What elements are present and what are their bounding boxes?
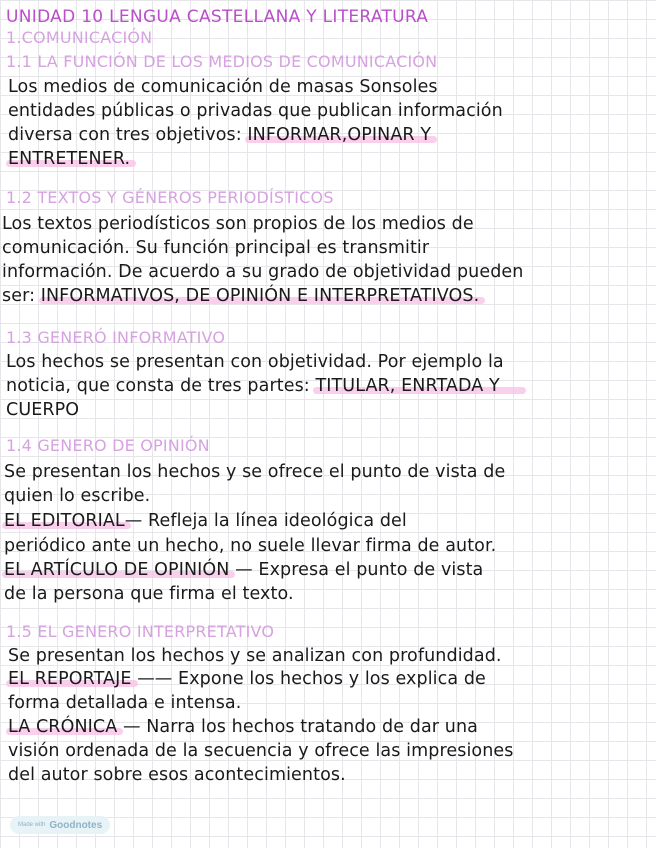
text-line: Los textos periodísticos son propios de los medios de xyxy=(2,214,474,234)
text-line: forma detallada e intensa. xyxy=(8,693,242,713)
text-line: quien lo escribe. xyxy=(4,486,151,506)
highlight-articulo: EL ARTÍCULO DE OPINIÓN xyxy=(4,560,230,580)
highlight-partes: TITULAR, ENRTADA Y xyxy=(315,376,500,396)
text-line: noticia, que consta de tres partes: TITULAR, ENRTADA Y xyxy=(6,376,500,396)
goodnotes-badge[interactable] xyxy=(10,816,110,834)
text-line: Se presentan los hechos y se ofrece el punto de vista de xyxy=(4,462,506,482)
text-line xyxy=(8,151,130,169)
text-line: EL EDITORIAL— Refleja la línea ideológica del xyxy=(4,511,407,531)
heading-funcion-medios: 1.1 LA FUNCIÓN DE LOS MEDIOS DE COMUNICACIÓN xyxy=(6,52,438,71)
highlight-reportaje: EL REPORTAJE xyxy=(8,669,132,689)
text-line: de la persona que firma el texto. xyxy=(4,584,294,604)
highlight-objetivos: INFORMAR,OPINAR Y xyxy=(247,125,432,145)
text-line: EL ARTÍCULO DE OPINIÓN — Expresa el punto de vista xyxy=(4,560,484,580)
heading-genero-opinion: 1.4 GENERO DE OPINIÓN xyxy=(6,436,210,455)
text-line: EL REPORTAJE —— Expone los hechos y los explica de xyxy=(8,669,486,689)
text-line: LA CRÓNICA — Narra los hechos tratando de dar una xyxy=(8,717,478,737)
highlight-generos: INFORMATIVOS, DE OPINIÓN E INTERPRETATIVOS. xyxy=(40,286,480,306)
heading-genero-informativo: 1.3 GENERÓ INFORMATIVO xyxy=(6,328,226,347)
text-line: diversa con tres objetivos: INFORMAR,OPINAR Y xyxy=(8,125,432,145)
text-line: entidades públicas o privadas que publican información xyxy=(8,101,503,121)
heading-genero-interpretativo: 1.5 EL GENERO INTERPRETATIVO xyxy=(6,622,275,641)
text-line: Los hechos se presentan con objetividad. Por ejemplo la xyxy=(6,352,504,372)
text-line: periódico ante un hecho, no suele llevar firma de autor. xyxy=(4,536,497,556)
text-line: comunicación. Su función principal es transmitir xyxy=(2,238,430,258)
heading-textos-generos: 1.2 TEXTOS Y GÉNEROS PERIODÍSTICOS xyxy=(6,188,334,207)
text-line: Se presentan los hechos y se analizan con profundidad. xyxy=(8,646,502,666)
text-line: Los medios de comunicación de masas Sonsoles xyxy=(8,77,438,97)
highlight-cronica: LA CRÓNICA xyxy=(8,717,118,737)
text-line: visión ordenada de la secuencia y ofrece las impresiones xyxy=(8,741,514,761)
text-line: ser: INFORMATIVOS, DE OPINIÓN E INTERPRETATIVOS. xyxy=(2,286,480,306)
highlight-entretener: ENTRETENER. xyxy=(8,149,131,169)
highlight-editorial: EL EDITORIAL xyxy=(4,511,125,531)
text-line: información. De acuerdo a su grado de objetividad pueden xyxy=(2,262,524,282)
text-line: del autor sobre esos acontecimientos. xyxy=(8,765,346,785)
unit-title: UNIDAD 10 LENGUA CASTELLANA Y LITERATURA xyxy=(6,7,429,27)
text-line: CUERPO xyxy=(6,400,80,420)
section-heading-comunicacion: 1.COMUNICACIÓN xyxy=(6,28,153,47)
badge-made-with: Made with xyxy=(18,822,46,828)
badge-brand: Goodnotes xyxy=(49,819,103,831)
